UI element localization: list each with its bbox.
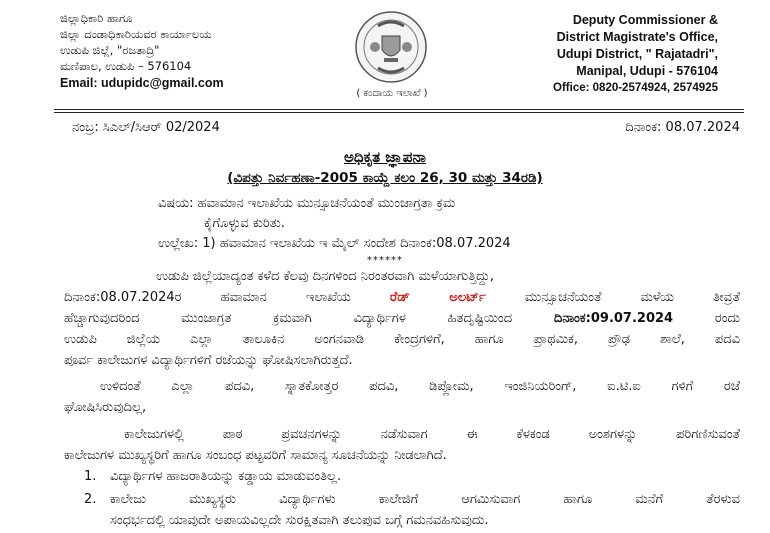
office-phone: Office: 0820-2574924, 2574925 — [553, 82, 718, 94]
subject — [158, 194, 718, 234]
address-line: Udupi District, " Rajatadri", — [556, 47, 718, 61]
paragraph-3 — [64, 424, 740, 466]
letterhead-english-address — [478, 12, 718, 97]
list-item-text: ಸಂಧರ್ಭದಲ್ಲಿ ಯಾವುದೇ ಅಪಾಯವಿಲ್ಲದೇ ಸುರಕ್ಷಿತವಾಗಿ ತಲುಪುವ ಬಗ್ಗೆ ಗಮನವಹಿಸುವುದು. — [110, 513, 489, 528]
paragraph-line: ಉಡುಪಿ ಜಿಲ್ಲೆಯಾದ್ಯಂತ ಕಳೆದ ಕೆಲವು ದಿನಗಳಿಂದ ನಿರಂತರವಾಗಿ ಮಳೆಯಾಗುತ್ತಿದ್ದು, — [156, 269, 495, 284]
paragraph-line — [64, 308, 740, 329]
letterhead-kannada-address — [60, 10, 340, 91]
instructions-list — [64, 466, 740, 531]
list-item-number: 2. — [84, 492, 97, 507]
list-item — [64, 489, 740, 531]
address-line: Manipal, Udupi - 576104 — [576, 64, 718, 78]
holiday-date: ದಿನಾಂಕ:09.07.2024 — [553, 311, 674, 326]
address-line: Deputy Commissioner & — [572, 13, 718, 27]
address-line: ಮಣಿಪಾಲ, ಉಡುಪಿ – 576104 — [60, 59, 192, 73]
document-title: ಅಧಿಕೃತ ಜ್ಞಾಪನಾ — [344, 148, 426, 166]
paragraph-line: ಕಾಲೇಜುಗಳಲ್ಲಿ ಪಾಠ ಪ್ರವಚನಗಳನ್ನು ನಡೆಸುವಾಗ ಈ ಕೆಳಕಂಡ ಅಂಶಗಳನ್ನು ಪರಿಗಣಿಸುವಂತೆ — [124, 427, 740, 442]
paragraph-line: ಉಳಿದಂತೆ ಎಲ್ಲಾ ಪದವಿ, ಸ್ನಾತಕೋತ್ತರ ಪದವಿ, ಡಿಪ್ಲೋಮ, ಇಂಜಿನಿಯರಿಂಗ್, ಐ.ಟಿ.ಐ ಗಳಿಗೆ ರಜೆ — [100, 379, 740, 394]
state-emblem-icon — [354, 10, 428, 84]
list-item-text: ಕಾಲೇಜು ಮುಖ್ಯಸ್ಥರು ವಿದ್ಯಾರ್ಥಿಗಳು ಕಾಲೇಜಿಗೆ ಆಗಮಿಸುವಾಗ ಹಾಗೂ ಮನೆಗೆ ತೆರಳುವ — [110, 492, 740, 507]
text-run: ರಂದು — [673, 311, 740, 326]
list-item-number: 1. — [84, 469, 97, 484]
header-divider — [54, 109, 744, 110]
address-line: District Magistrate's Office, — [556, 30, 718, 44]
address-line: ಜಿಲ್ಲಾಧಿಕಾರಿ ಹಾಗೂ — [60, 11, 133, 25]
paragraph-1 — [64, 266, 740, 371]
paragraph-line: ಪೂರ್ವ ಕಾಲೇಜುಗಳ ವಿದ್ಯಾರ್ಥಿಗಳಿಗೆ ರಜೆಯನ್ನು ಘೋಷಿಸಲಾಗಿರುತ್ತದೆ. — [64, 353, 353, 368]
list-item-text: ವಿದ್ಯಾರ್ಥಿಗಳ ಹಾಜರಾತಿಯನ್ನು ಕಡ್ಡಾಯ ಮಾಡುವಂತಿಲ್ಲ. — [110, 469, 342, 484]
text-run: ದಿನಾಂಕ:08.07.2024ರ ಹವಾಮಾನ ಇಲಾಖೆಯ — [64, 290, 390, 305]
text-run: ಮುನ್ಸೂಚನೆಯಂತೆ ಮಳೆಯ ತೀವ್ರತೆ — [485, 290, 740, 305]
paragraph-line: ಘೋಷಿಸಿರುವುದಿಲ್ಲ, — [64, 400, 147, 415]
emblem-caption: ( ಕಂದಾಯ ಇಲಾಖೆ ) — [356, 88, 428, 99]
paragraph-line: ಕಾಲೇಜುಗಳ ಮುಖ್ಯಸ್ಥರಿಗೆ ಹಾಗೂ ಸಂಬಂಧ ಪಟ್ಟವರಿಗೆ ಸಾಮಾನ್ಯ ಸೂಚನೆಯನ್ನು ನೀಡಲಾಗಿದೆ. — [64, 448, 447, 463]
address-line: ಜಿಲ್ಲಾ ದಂಡಾಧಿಕಾರಿಯವರ ಕಾರ್ಯಾಲಯ — [60, 27, 212, 41]
subject-line: ವಿಷಯ: ಹವಾಮಾನ ಇಲಾಖೆಯ ಮುನ್ಸೂಚನೆಯಂತೆ ಮುಂಜಾಗ್ರತಾ ಕ್ರಮ — [158, 196, 456, 211]
paragraph-line: ಉಡುಪಿ ಜಿಲ್ಲೆಯ ಎಲ್ಲಾ ತಾಲೂಕಿನ ಅಂಗನವಾಡಿ ಕೇಂದ್ರಗಳಿಗೆ, ಹಾಗೂ ಪ್ರಾಥಮಿಕ, ಪ್ರೌಢ ಶಾಲೆ, ಪದವಿ — [64, 332, 740, 347]
paragraph-line — [64, 287, 740, 308]
reference-date-row — [72, 120, 740, 140]
text-run: ಹೆಚ್ಚಾಗುವುದರಿಂದ ಮುಂಜಾಗ್ರತ ಕ್ರಮವಾಗಿ ವಿದ್ಯಾರ್ಥಿಗಳ ಹಿತದೃಷ್ಟಿಯಿಂದ — [64, 311, 554, 326]
paragraph-2 — [64, 376, 740, 418]
header-divider — [54, 112, 744, 113]
list-item — [64, 466, 740, 487]
document-subtitle: (ವಿಪತ್ತು ನಿರ್ವಹಣಾ-2005 ಕಾಯ್ದೆ ಕಲಂ 26, 30 ಮತ್ತು 34ರಡಿ) — [227, 170, 543, 186]
document-date: ದಿನಾಂಕ: 08.07.2024 — [625, 120, 740, 135]
address-line: ಉಡುಪಿ ಜಿಲ್ಲೆ, "ರಜತಾದ್ರಿ" — [60, 43, 160, 57]
separator: ****** — [367, 255, 403, 266]
red-alert-text: ರೆಡ್ ಅಲರ್ಟ್ — [389, 290, 486, 305]
subject-line: ಕೈಗೊಳ್ಳುವ ಕುರಿತು. — [204, 216, 285, 231]
email-address: Email: udupidc@gmail.com — [60, 76, 224, 90]
reference-line: ಉಲ್ಲೇಖ: 1) ಹವಾಮಾನ ಇಲಾಖೆಯ ಇ ಮೈಲ್ ಸಂದೇಶ ದಿನಾಂಕ:08.07.2024 — [158, 236, 511, 251]
letterhead — [0, 0, 770, 112]
reference-number: ನಂಬ್ರ: ಸಿಎಲ್/ಸಿಆರ್ 02/2024 — [72, 120, 220, 135]
